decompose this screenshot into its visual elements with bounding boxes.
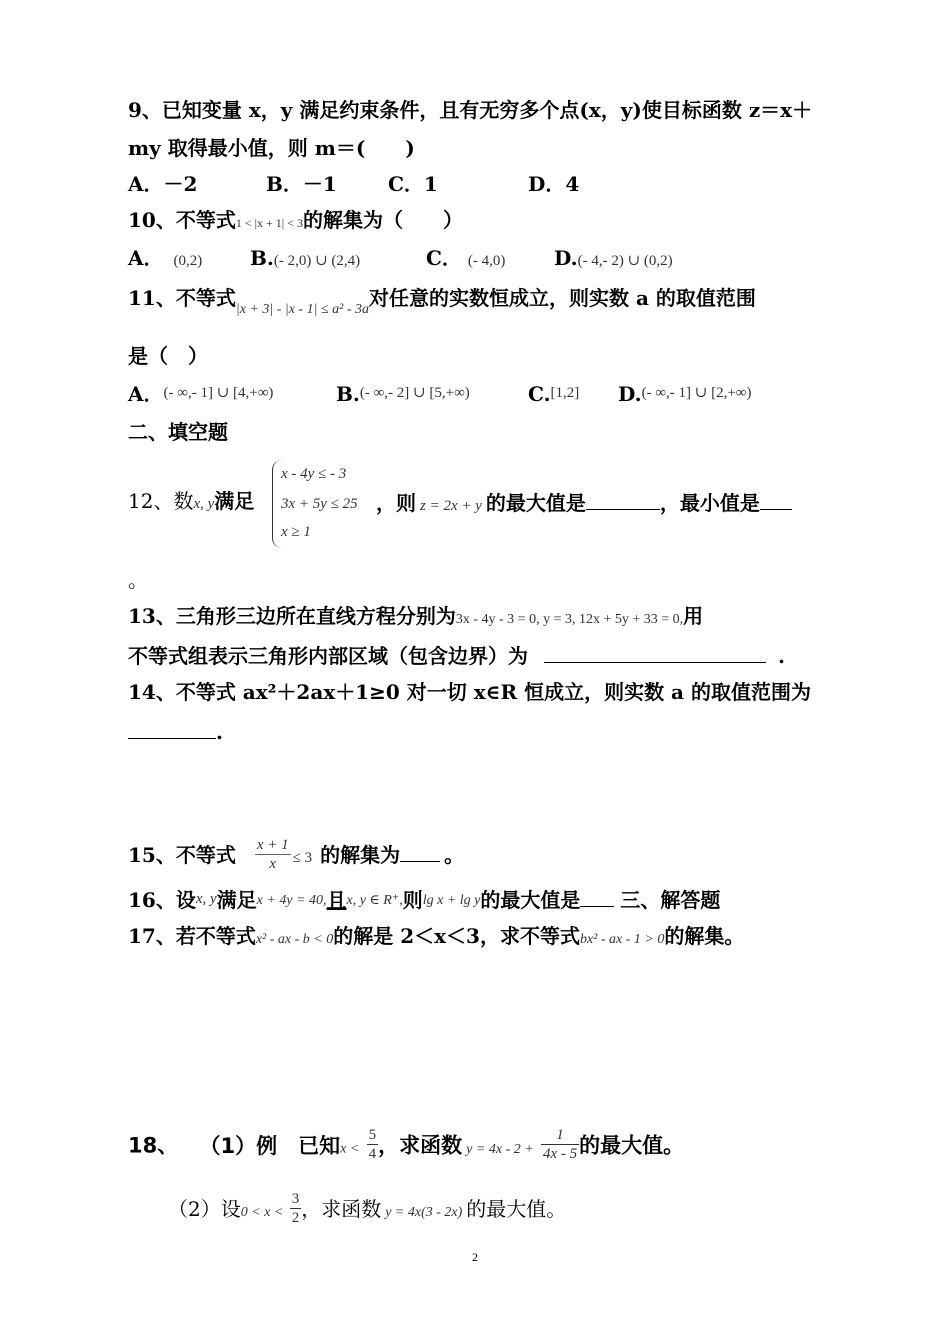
q15-end: 。 — [444, 843, 465, 867]
section-solution-heading: 三、解答题 — [620, 888, 721, 912]
q13-line2-text: 不等式组表示三角形内部区域（包含边界）为 — [128, 644, 528, 668]
q12-prefix: 12、数 — [128, 489, 194, 513]
q9-line1: 9、已知变量 x，y 满足约束条件，且有无穷多个点(x，y)使目标函数 z＝x＋ — [128, 98, 813, 122]
q18-condition-lhs: x < — [340, 1141, 360, 1157]
q18-part1 — [128, 1128, 684, 1165]
q15-denominator: x — [269, 856, 277, 872]
q15-answer-blank — [400, 843, 440, 862]
q18-function-numerator: 1 — [541, 1126, 579, 1145]
q9-line2: my 取得最小值，则 m＝( ) — [128, 136, 415, 160]
q10-options — [128, 246, 673, 270]
q11-expression: |x + 3| - |x - 1| ≤ a² - 3a — [235, 302, 369, 317]
q15-relation: ≤ 3 — [292, 850, 313, 866]
q17-expression-2: bx² - ax - 1 > 0 — [579, 932, 665, 947]
q10-option-c: (- 4,0) — [467, 253, 506, 269]
q17-stem — [128, 926, 744, 947]
q12-min-label: ，最小值是 — [659, 491, 760, 515]
q15-numerator: x + 1 — [256, 837, 289, 853]
q12-constraint-system — [272, 460, 383, 548]
q10-stem — [128, 210, 463, 230]
q9-option-c: C．1 — [388, 172, 438, 196]
q12-stem — [128, 491, 254, 512]
q16-mid3: 则 — [402, 888, 423, 912]
q16-prefix: 16、设 — [128, 888, 196, 912]
q13-prefix: 13、三角形三边所在直线方程分别为 — [128, 604, 456, 628]
q11-line2: 是（ ） — [128, 344, 208, 368]
q16-mid: 满足 — [216, 888, 257, 912]
q18-part2 — [168, 1192, 566, 1229]
q10-option-b-label: B. — [250, 246, 274, 270]
q11-option-a: (- ∞,- 1] ∪ [4,+∞) — [163, 385, 274, 401]
q15-stem — [128, 838, 464, 875]
q10-option-a: (0,2) — [173, 253, 203, 269]
q10-option-d-label: D. — [554, 246, 578, 270]
q11-option-d-label: D. — [618, 382, 642, 406]
q18-part2-suffix: 的最大值。 — [466, 1197, 567, 1221]
q9-option-d: D．4 — [528, 172, 580, 196]
q12-vars: x, y — [193, 496, 215, 512]
q18-condition-numerator: 5 — [368, 1127, 377, 1143]
q14-line1: 14、不等式 ax²＋2ax＋1≥0 对一切 x∈R 恒成立，则实数 a 的取值范围为 — [128, 680, 811, 704]
q12-end: 。 — [128, 568, 148, 592]
q13-end: . — [778, 644, 785, 668]
q18-part2-fraction — [290, 1190, 302, 1227]
q16-vars: x, y — [195, 891, 217, 907]
q10-option-a-label: A． — [128, 246, 164, 270]
q12-max-blank — [586, 491, 660, 510]
q12-tail — [376, 491, 792, 514]
q18-condition-denominator: 4 — [368, 1146, 377, 1162]
q9-option-a: A．－2 — [128, 172, 198, 196]
q12-max-label: 的最大值是 — [485, 491, 586, 515]
q16-expression-3: lg x + lg y — [422, 893, 481, 908]
q13-line2 — [128, 644, 785, 666]
q15-fraction — [255, 836, 291, 873]
page-number: 2 — [472, 1250, 478, 1264]
q12-constraint-3: x ≥ 1 — [281, 524, 311, 540]
q10-option-b: (- 2,0) ∪ (2,4) — [273, 253, 361, 269]
q18-number: 18、 — [128, 1133, 179, 1158]
q14-end: . — [216, 720, 223, 744]
q18-part2-numerator: 3 — [291, 1191, 300, 1207]
q16-stem — [128, 888, 720, 911]
q18-mid: ，求函数 — [378, 1133, 463, 1158]
q17-expression-1: x² - ax - b < 0 — [255, 932, 334, 947]
q11-prefix: 11、不等式 — [128, 286, 236, 310]
q17-prefix: 17、若不等式 — [128, 924, 256, 948]
q16-suffix: 的最大值是 — [480, 888, 581, 912]
q18-part2-denominator: 2 — [291, 1210, 300, 1226]
q12-mid: 满足 — [214, 489, 255, 513]
q18-part2-condition: 0 < x < — [240, 1205, 284, 1220]
q18-condition-fraction — [367, 1126, 379, 1163]
q18-function: y = 4x - 2 + — [466, 1141, 534, 1157]
q16-mid2: 且 — [326, 888, 347, 912]
q18-part2-mid: ，求函数 — [301, 1197, 382, 1221]
q11-option-d: (- ∞,- 1] ∪ [2,+∞) — [641, 385, 752, 401]
section-fill-in-heading: 二、填空题 — [128, 420, 228, 444]
q9-options — [128, 172, 580, 196]
q18-part1-label: （1）例 已知 — [199, 1133, 341, 1158]
q16-expression-1: x + 4y = 40, — [256, 893, 327, 908]
q12-then: ，则 — [376, 491, 416, 515]
q14-answer-blank — [128, 720, 216, 739]
q13-answer-blank — [544, 644, 766, 663]
q16-expression-2: x, y ∈ R⁺, — [346, 893, 403, 908]
q15-prefix: 15、不等式 — [128, 843, 236, 867]
q12-target: z = 2x + y — [420, 498, 482, 514]
q10-suffix: 的解集为（ ） — [302, 208, 463, 232]
q10-prefix: 10、不等式 — [128, 208, 236, 232]
q18-suffix: 的最大值。 — [579, 1133, 685, 1158]
q10-option-c-label: C． — [426, 246, 462, 270]
q11-option-a-label: A． — [128, 382, 164, 406]
q9-option-b: B．－1 — [266, 172, 337, 196]
q18-function-fraction — [541, 1126, 579, 1163]
q10-expression: 1 < |x + 1| < 3 — [235, 216, 303, 230]
q12-min-blank — [760, 491, 792, 510]
q15-suffix: 的解集为 — [320, 843, 401, 867]
q13-line1 — [128, 606, 703, 627]
q11-option-b-label: B. — [336, 382, 360, 406]
q12-constraint-1: x - 4y ≤ - 3 — [281, 466, 347, 482]
q11-suffix: 对任意的实数恒成立，则实数 a 的取值范围 — [368, 286, 756, 310]
q18-function-denominator: 4x - 5 — [542, 1146, 578, 1162]
q13-suffix: 用 — [683, 604, 704, 628]
q18-part2-function: y = 4x(3 - 2x) — [385, 1205, 463, 1220]
q12-constraint-2: 3x + 5y ≤ 25 — [281, 496, 358, 512]
q16-answer-blank — [580, 888, 614, 907]
q18-part2-label: （2）设 — [168, 1197, 241, 1221]
q11-option-b: (- ∞,- 2] ∪ [5,+∞) — [359, 385, 470, 401]
q13-expression: 3x - 4y - 3 = 0, y = 3, 12x + 5y + 33 = 0, — [455, 612, 684, 627]
q11-option-c: [1,2] — [550, 385, 580, 401]
q17-mid: 的解是 2＜x＜3，求不等式 — [333, 924, 580, 948]
q10-option-d: (- 4,- 2) ∪ (0,2) — [577, 253, 673, 269]
q11-option-c-label: C. — [528, 382, 551, 406]
q14-line2 — [128, 720, 223, 742]
q17-suffix: 的解集。 — [664, 924, 745, 948]
